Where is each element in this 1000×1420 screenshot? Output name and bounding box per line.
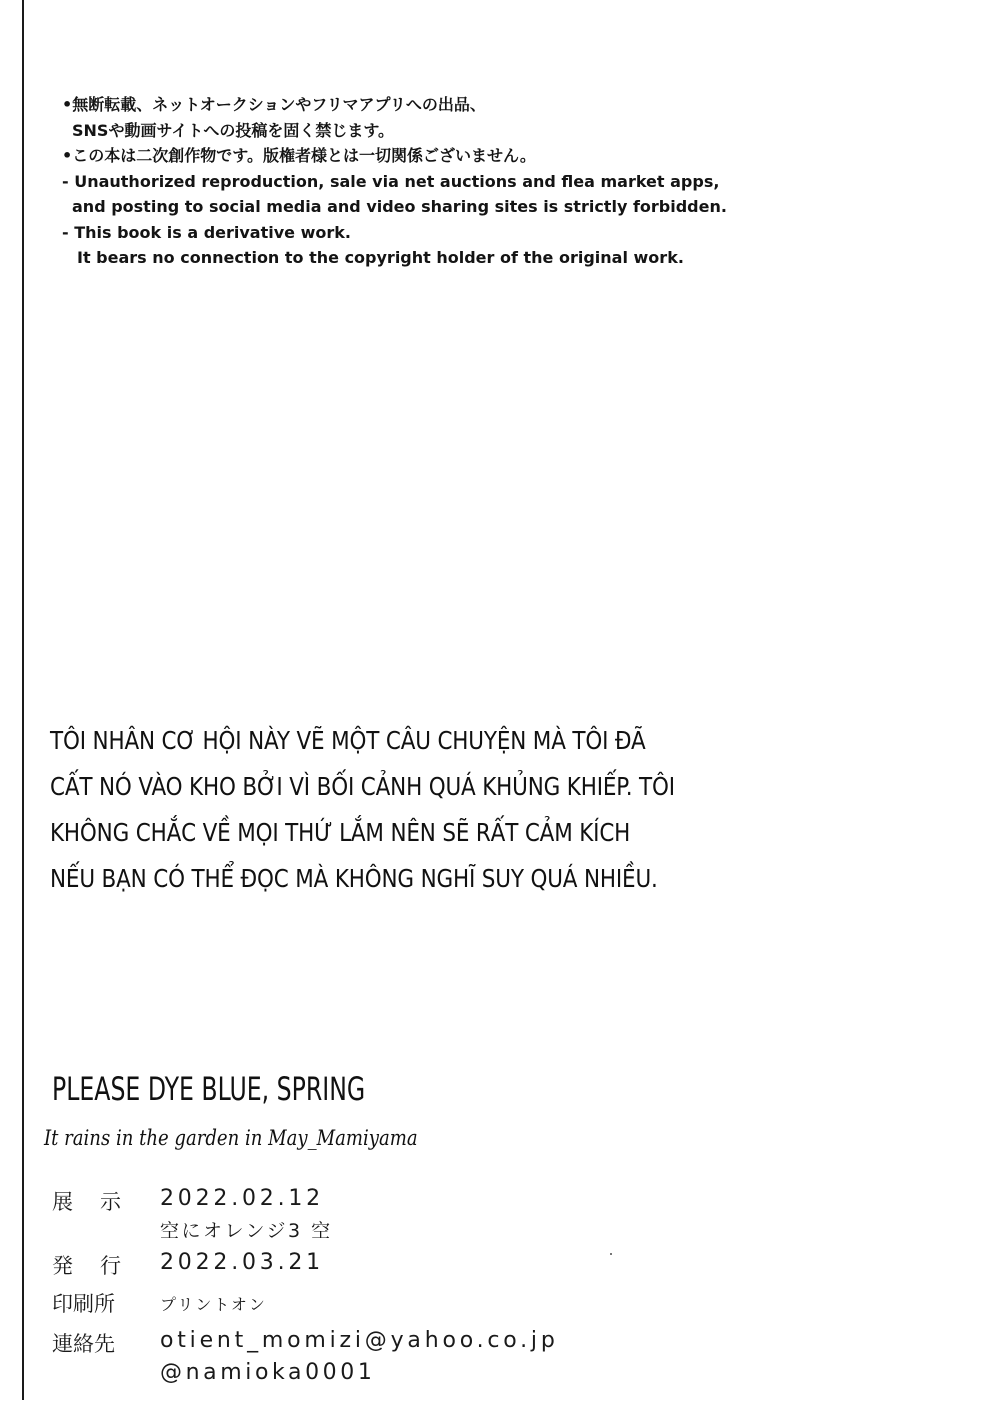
speck-mark bbox=[610, 1253, 612, 1255]
notice-line-en-1: - Unauthorized reproduction, sale via net auctions and flea market apps, bbox=[62, 171, 720, 191]
notice-line-en-3: - This book is a derivative work. bbox=[62, 222, 351, 242]
colophon-row-contact bbox=[52, 1328, 692, 1392]
exhibit-label: 展示 bbox=[52, 1190, 148, 1214]
contact-handle: @namioka0001 bbox=[160, 1360, 376, 1385]
exhibit-event: 空にオレンジ3 空 bbox=[160, 1220, 333, 1242]
translator-note-line: CẤT NÓ VÀO KHO BỞI VÌ BỐI CẢNH QUÁ KHỦNG KHIẾP. TÔI bbox=[50, 772, 675, 801]
publish-date: 2022.03.21 bbox=[160, 1250, 324, 1275]
notice-line-en-2: and posting to social media and video sharing sites is strictly forbidden. bbox=[72, 197, 727, 216]
contact-label: 連絡先 bbox=[52, 1332, 115, 1356]
translator-note-line: KHÔNG CHẮC VỀ MỌI THỨ LẮM NÊN SẼ RẤT CẢM KÍCH bbox=[50, 818, 631, 847]
printer-label: 印刷所 bbox=[52, 1292, 115, 1316]
book-title: PLEASE DYE BLUE, SPRING bbox=[52, 1070, 366, 1108]
book-subtitle: It rains in the garden in May_Mamiyama bbox=[44, 1126, 418, 1150]
page-edge-line bbox=[22, 0, 24, 1400]
notice-line-jp-3: •この本は二次創作物です。版権者様とは一切関係ございません。 bbox=[62, 146, 536, 165]
translator-note-line: TÔI NHÂN CƠ HỘI NÀY VẼ MỘT CÂU CHUYỆN MÀ TÔI ĐÃ bbox=[50, 726, 646, 755]
colophon-row-exhibit bbox=[52, 1186, 692, 1250]
translator-note bbox=[50, 718, 704, 902]
colophon bbox=[52, 1186, 692, 1392]
exhibit-date: 2022.02.12 bbox=[160, 1186, 324, 1211]
notice-line-en-4: It bears no connection to the copyright holder of the original work. bbox=[77, 248, 684, 267]
notice-line-jp-2: SNSや動画サイトへの投稿を固く禁じます。 bbox=[72, 120, 395, 140]
copyright-notice bbox=[62, 92, 782, 271]
publish-label: 発行 bbox=[52, 1254, 148, 1278]
colophon-row-printer bbox=[52, 1288, 692, 1328]
printer-name: プリントオン bbox=[160, 1295, 267, 1314]
colophon-row-publish bbox=[52, 1250, 692, 1288]
translator-note-line: NẾU BẠN CÓ THỂ ĐỌC MÀ KHÔNG NGHĨ SUY QUÁ NHIỀU. bbox=[50, 864, 658, 893]
contact-email: otient_momizi@yahoo.co.jp bbox=[160, 1328, 559, 1353]
notice-line-jp-1: •無断転載、ネットオークションやフリマアプリへの出品、 bbox=[62, 95, 486, 114]
